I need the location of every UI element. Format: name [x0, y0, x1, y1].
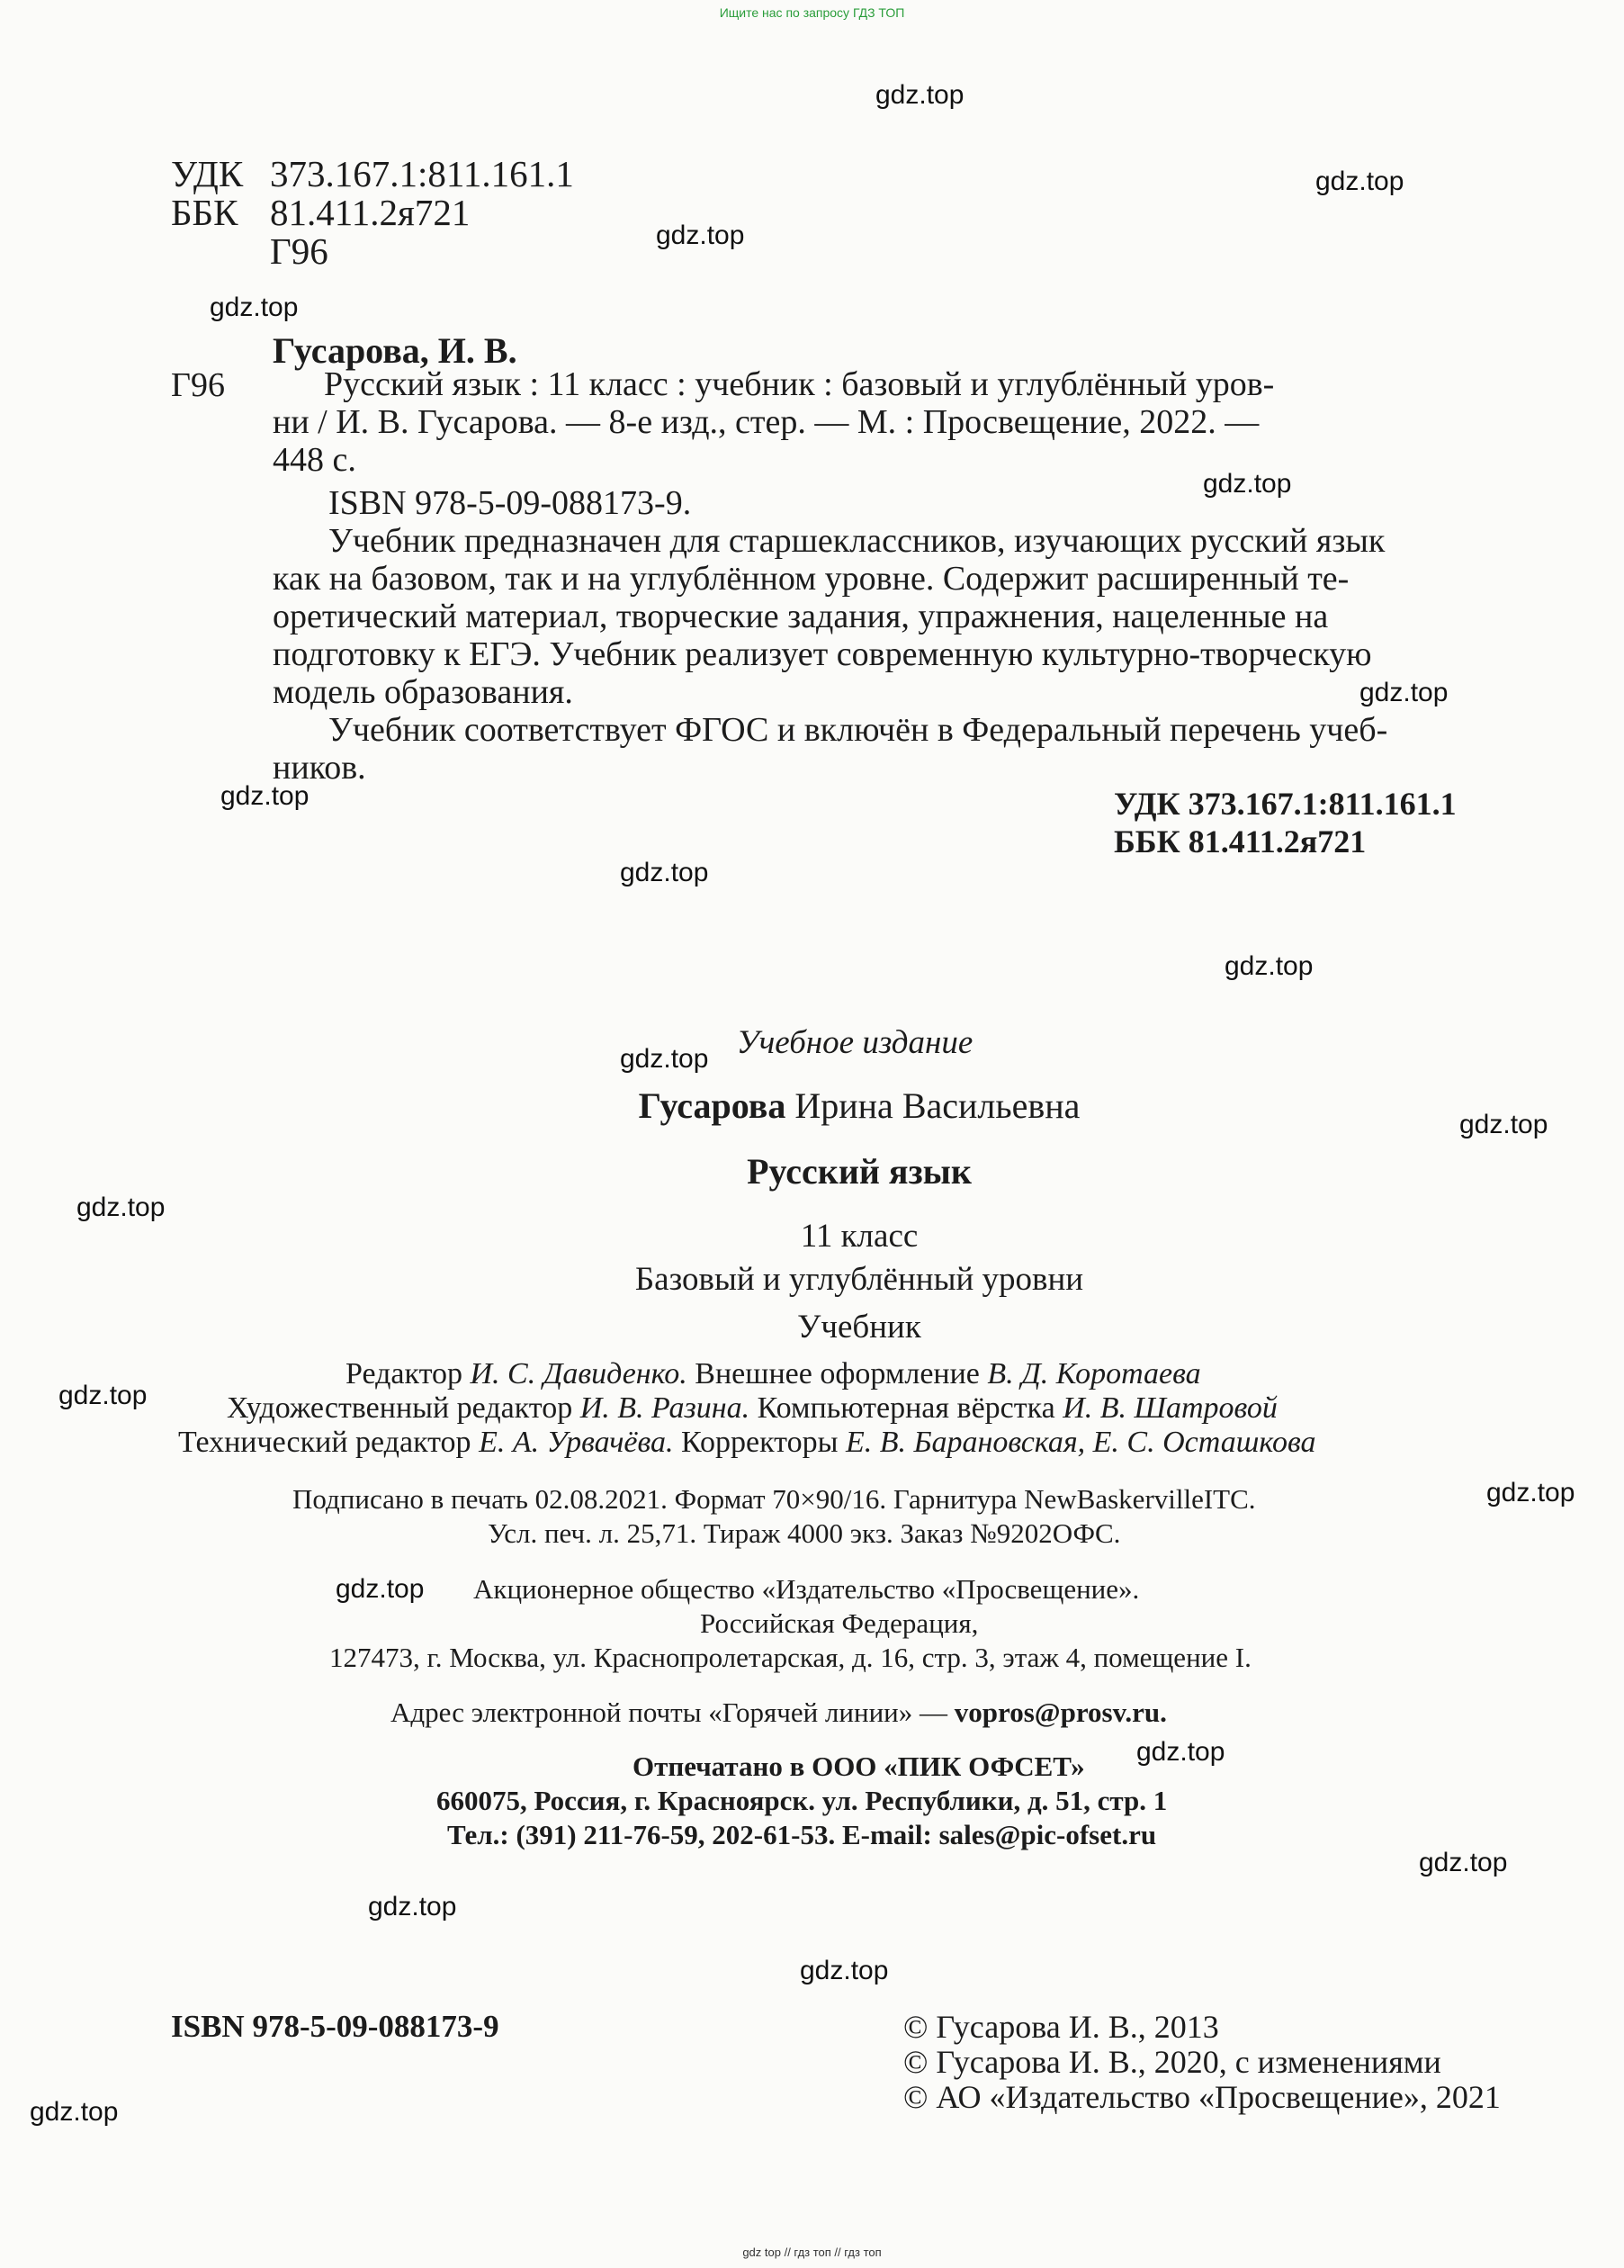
publisher-name: Акционерное общество «Издательство «Просвещение». [473, 1573, 1140, 1605]
hotline-line: Адрес электронной почты «Горячей линии» — vopros@prosv.ru. [390, 1696, 1167, 1728]
publisher-country: Российская Федерация, [700, 1607, 979, 1639]
watermark: gdz.top [336, 1574, 425, 1604]
bib-line-2: ни / И. В. Гусарова. — 8-е изд., стер. — М. : Просвещение, 2022. — [273, 403, 1260, 441]
credits-line-2 [227, 1391, 1278, 1426]
watermark: gdz.top [210, 292, 299, 322]
book-level: Базовый и углублённый уровни [634, 1261, 1084, 1298]
printer-contacts: Тел.: (391) 211-76-59, 202-61-53. E-mail: sales@pic-ofset.ru [447, 1819, 1157, 1850]
watermark: gdz.top [875, 80, 965, 110]
tech-editor-name: Е. А. Урвачёва. [479, 1426, 674, 1459]
desc-line-2: как на базовом, так и на углублённом уровне. Содержит расширенный те- [273, 560, 1350, 598]
book-title: Русский язык [747, 1151, 972, 1192]
author-last-name: Гусарова [638, 1085, 786, 1126]
proof-names: Е. В. Барановская, Е. С. Осташкова [845, 1426, 1316, 1459]
copyright-line: © Гусарова И. В., 2013 [903, 2009, 1219, 2045]
tech-editor-label: Технический редактор [178, 1426, 471, 1459]
watermark: gdz.top [58, 1381, 148, 1410]
author-heading: Гусарова, И. В. [273, 330, 517, 371]
bbk-label: ББК [171, 192, 238, 233]
author-first-name: Ирина Васильевна [794, 1085, 1081, 1126]
design-label: Внешнее оформление [695, 1357, 980, 1390]
printer-name: Отпечатано в ООО «ПИК ОФСЕТ» [633, 1750, 1085, 1782]
watermark: gdz.top [76, 1192, 166, 1222]
book-kind: Учебник [797, 1309, 921, 1346]
bbk-right: ББК 81.411.2я721 [1114, 824, 1367, 860]
watermark: gdz.top [620, 1044, 709, 1074]
watermark: gdz.top [1359, 678, 1449, 707]
bib-code: Г96 [171, 366, 225, 404]
watermark: gdz.top [1315, 166, 1404, 196]
credits-line-1 [345, 1357, 1201, 1391]
bib-line-3: 448 с. [273, 441, 356, 479]
layout-name: И. В. Шатровой [1063, 1391, 1278, 1425]
bib-line-1: Русский язык : 11 класс : учебник : базовый и углублённый уров- [324, 365, 1275, 403]
art-editor-name: И. В. Разина. [579, 1391, 750, 1425]
desc-line-5: модель образования. [273, 673, 573, 711]
footer-isbn: ISBN 978-5-09-088173-9 [171, 2009, 499, 2044]
udk-right: УДК 373.167.1:811.161.1 [1114, 786, 1457, 822]
fgos-line-2: ников. [273, 749, 366, 787]
publisher-address: 127473, г. Москва, ул. Краснопролетарская, д. 16, стр. 3, этаж 4, помещение I. [329, 1642, 1252, 1673]
watermark: gdz.top [620, 858, 709, 887]
printer-address: 660075, Россия, г. Красноярск. ул. Республики, д. 51, стр. 1 [436, 1785, 1168, 1816]
desc-line-3: оретический материал, творческие задания, упражнения, нацеленные на [273, 598, 1329, 635]
udk-block [171, 155, 574, 271]
proof-label: Корректоры [681, 1426, 839, 1459]
udk-label: УДК [171, 153, 244, 194]
print-line-1: Подписано в печать 02.08.2021. Формат 70×90/16. Гарнитура NewBaskervilleITC. [292, 1483, 1256, 1515]
watermark: gdz.top [30, 2097, 119, 2127]
desc-line-1: Учебник предназначен для старшеклассников, изучающих русский язык [328, 522, 1386, 560]
top-banner[interactable]: Ищите нас по запросу ГДЗ ТОП [719, 5, 905, 20]
fgos-line-1: Учебник соответствует ФГОС и включён в Федеральный перечень учеб- [328, 711, 1388, 749]
copyright-line: © Гусарова И. В., 2020, с изменениями [903, 2044, 1441, 2080]
desc-line-4: подготовку к ЕГЭ. Учебник реализует современную культурно-творческую [273, 635, 1372, 673]
copyright-block [903, 2010, 1501, 2115]
art-editor-label: Художественный редактор [227, 1391, 573, 1425]
watermark: gdz.top [656, 220, 745, 250]
watermark: gdz.top [368, 1892, 457, 1922]
watermark: gdz.top [1225, 951, 1314, 981]
editor-label: Редактор [345, 1357, 462, 1390]
hotline-email[interactable]: vopros@prosv.ru [954, 1696, 1161, 1728]
layout-label: Компьютерная вёрстка [757, 1391, 1055, 1425]
watermark: gdz.top [1459, 1110, 1548, 1139]
author-code: Г96 [270, 230, 328, 272]
edition-author [0, 1084, 1624, 1127]
hotline-label: Адрес электронной почты «Горячей линии» — [390, 1696, 948, 1728]
edition-type: Учебное издание [736, 1024, 974, 1061]
bbk-value: 81.411.2я721 [270, 192, 471, 233]
design-name: В. Д. Коротаева [987, 1357, 1201, 1390]
editor-name: И. С. Давиденко. [470, 1357, 687, 1390]
print-line-2: Усл. печ. л. 25,71. Тираж 4000 экз. Заказ №9202ОФС. [488, 1517, 1121, 1549]
watermark: gdz.top [1136, 1737, 1225, 1767]
watermark: gdz.top [1486, 1478, 1575, 1508]
bottom-banner[interactable]: gdz top // гдз топ // гдз топ [742, 2246, 882, 2259]
credits-line-3 [178, 1426, 1316, 1460]
bib-isbn: ISBN 978-5-09-088173-9. [328, 484, 692, 522]
watermark: gdz.top [1419, 1848, 1508, 1877]
copyright-line: © АО «Издательство «Просвещение», 2021 [903, 2079, 1501, 2115]
watermark: gdz.top [1203, 469, 1292, 499]
book-grade: 11 класс [800, 1218, 919, 1255]
udk-value: 373.167.1:811.161.1 [270, 153, 574, 194]
watermark: gdz.top [220, 781, 310, 811]
watermark: gdz.top [800, 1956, 889, 1985]
